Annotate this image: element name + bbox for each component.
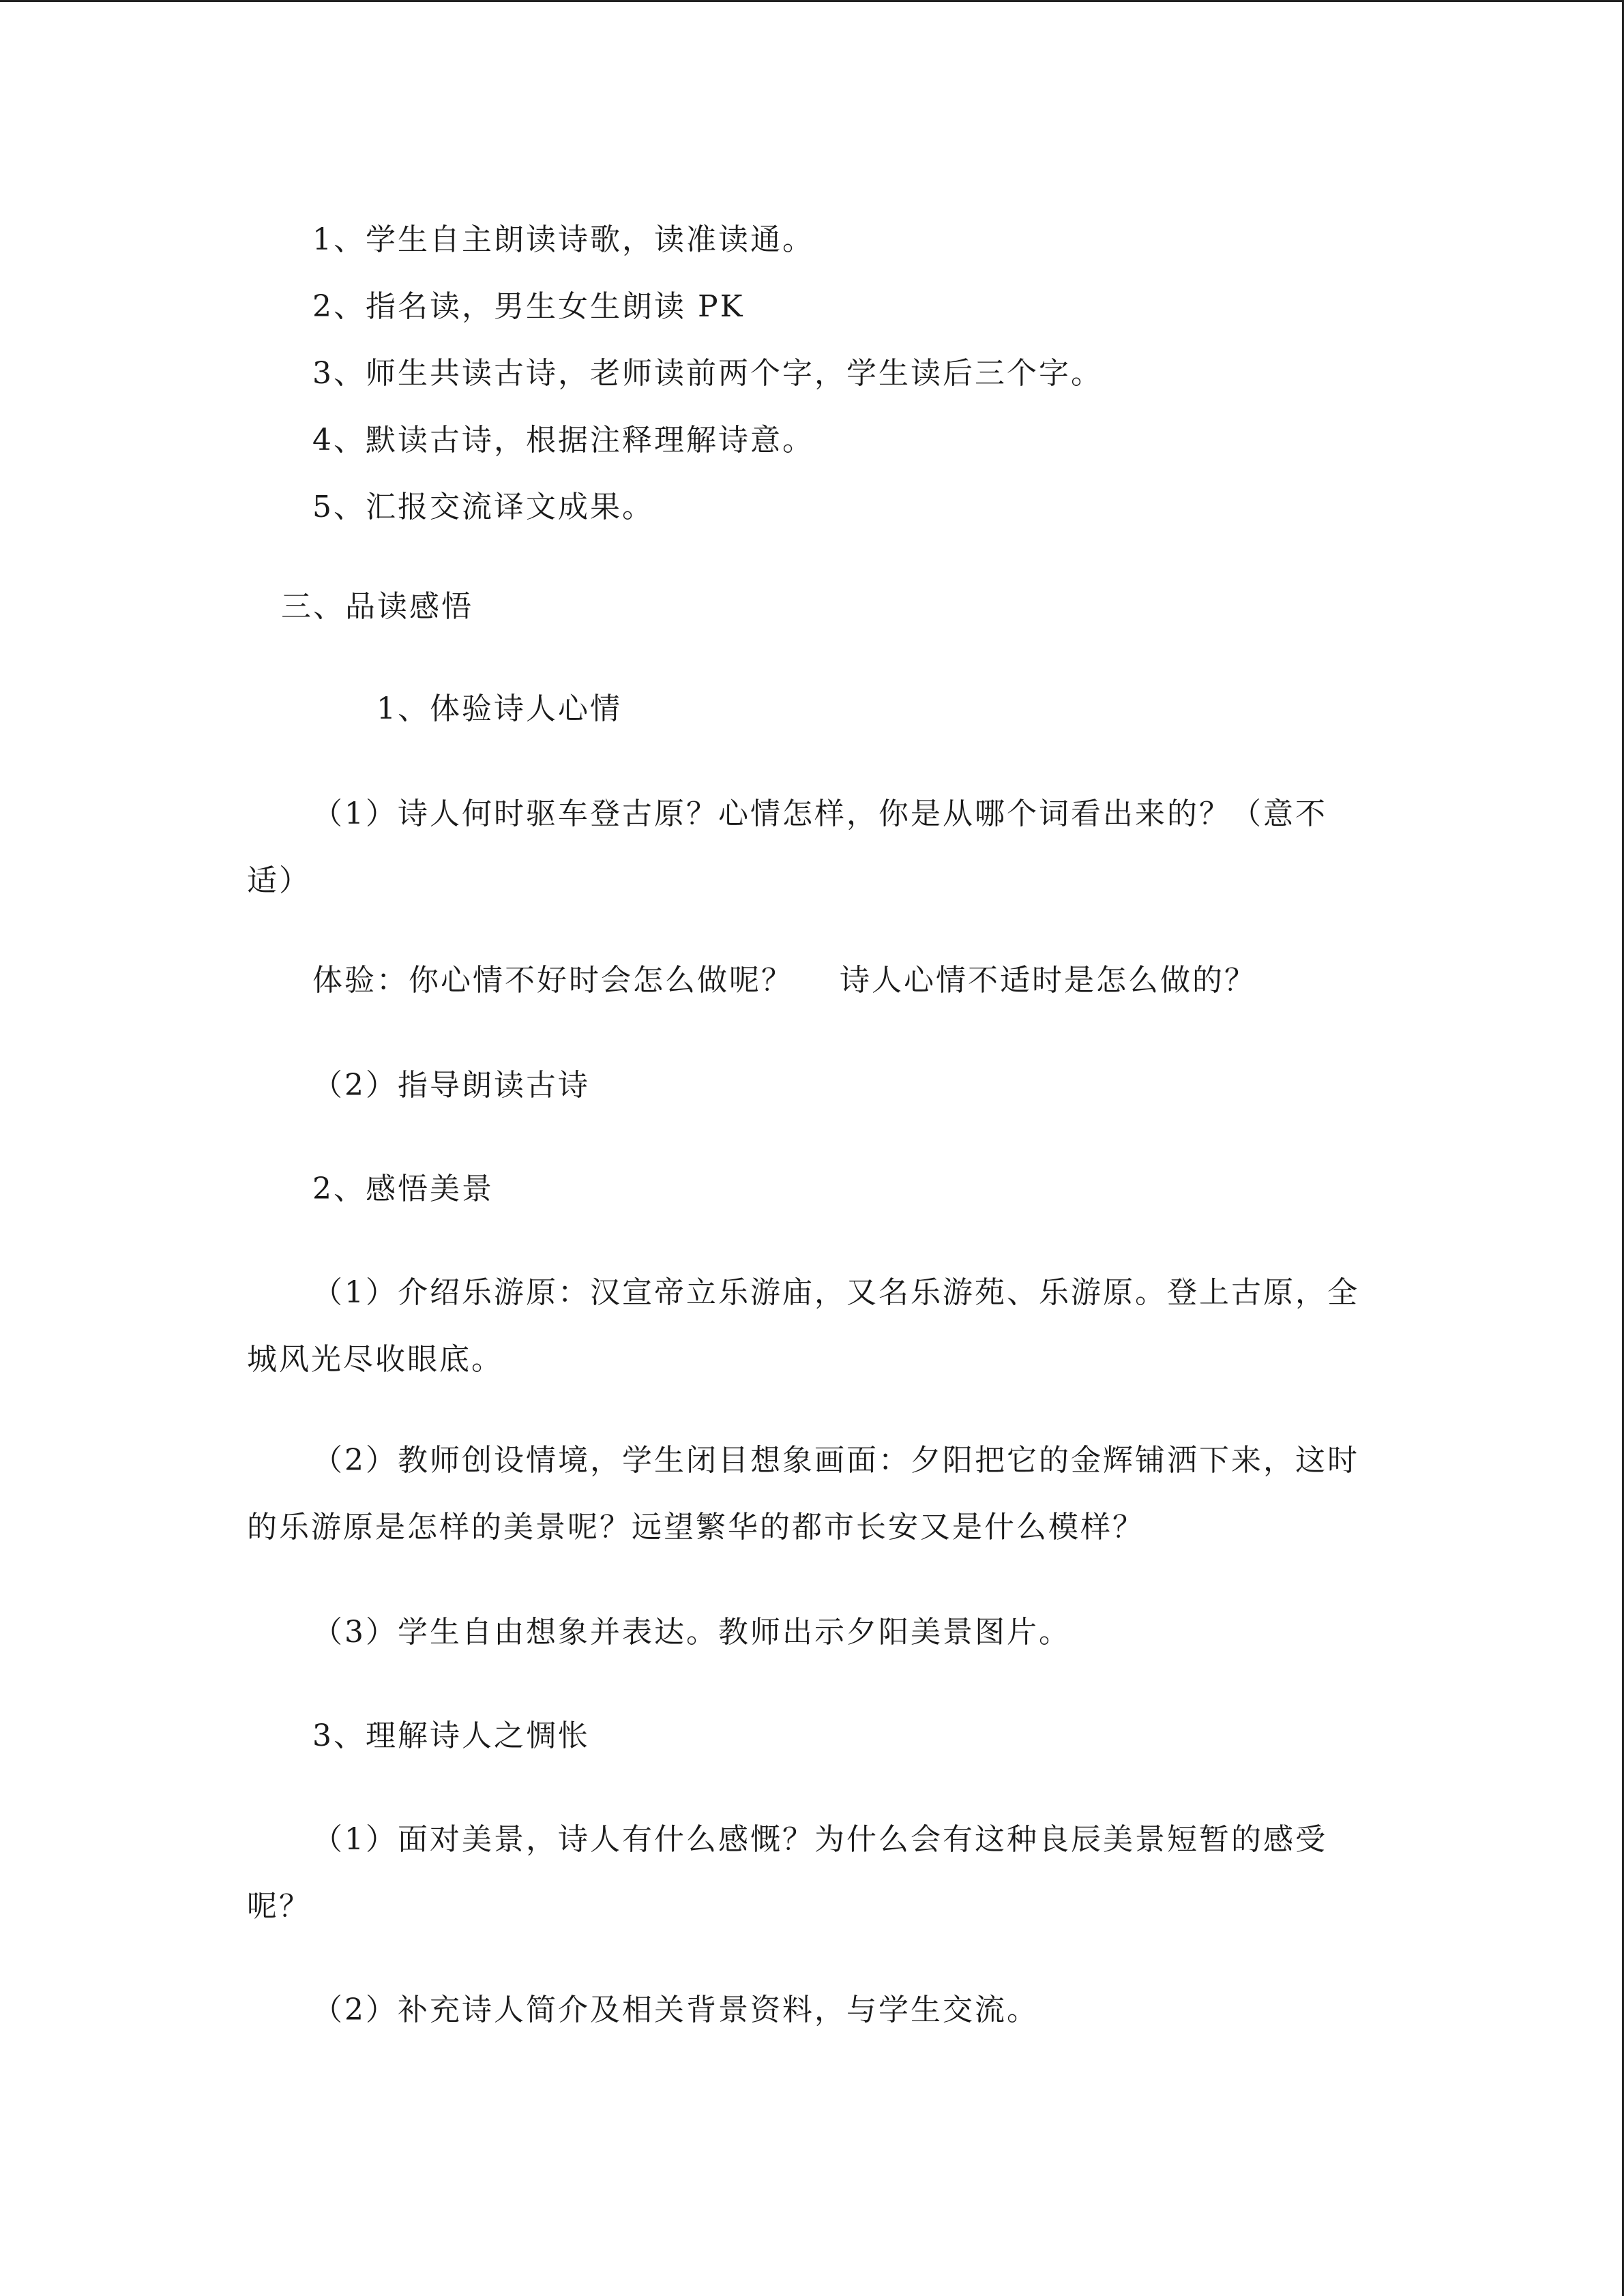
- section-heading: 三、品读感悟: [281, 589, 473, 624]
- part3-question-1-line-2: 呢？: [247, 1889, 311, 1924]
- step-3: 3、师生共读古诗，老师读前两个字，学生读后三个字。: [312, 356, 1103, 391]
- step-5: 5、汇报交流译文成果。: [312, 490, 654, 524]
- part1-question-2: （2）指导朗读古诗: [312, 1068, 590, 1103]
- step-1: 1、学生自主朗读诗歌，读准读通。: [312, 222, 814, 257]
- part3-question-1: [247, 1822, 1327, 1924]
- part2-question-1-line-1: （1）介绍乐游原：汉宣帝立乐游庙，又名乐游苑、乐游原。登上古原，全: [312, 1275, 1359, 1310]
- part1-heading: 1、体验诗人心情: [377, 691, 622, 726]
- part2-heading: 2、感悟美景: [312, 1172, 494, 1206]
- step-2: 2、指名读，男生女生朗读 PK: [312, 289, 745, 324]
- part3-question-2: （2）补充诗人简介及相关背景资料，与学生交流。: [312, 1993, 1039, 2027]
- part1-question-1-line-2: 适）: [247, 863, 311, 898]
- part2-question-2-line-1: （2）教师创设情境，学生闭目想象画面：夕阳把它的金辉铺洒下来，这时: [312, 1443, 1359, 1478]
- part1-question-1: [247, 796, 1327, 898]
- step-4: 4、默读古诗，根据注释理解诗意。: [312, 423, 814, 458]
- part1-experience: 体验：你心情不好时会怎么做呢？ 诗人心情不适时是怎么做的？: [312, 963, 1256, 998]
- part1-question-1-line-1: （1）诗人何时驱车登古原？心情怎样，你是从哪个词看出来的？（意不: [312, 796, 1327, 831]
- part2-question-2: [247, 1443, 1359, 1545]
- part2-question-1: [247, 1275, 1359, 1377]
- part2-question-2-line-2: 的乐游原是怎样的美景呢？远望繁华的都市长安又是什么模样？: [247, 1510, 1145, 1545]
- part2-question-1-line-2: 城风光尽收眼底。: [247, 1342, 503, 1377]
- part3-heading: 3、理解诗人之惆怅: [312, 1718, 590, 1753]
- part2-question-3: （3）学生自由想象并表达。教师出示夕阳美景图片。: [312, 1615, 1071, 1650]
- part3-question-1-line-1: （1）面对美景，诗人有什么感慨？为什么会有这种良辰美景短暂的感受: [312, 1822, 1327, 1857]
